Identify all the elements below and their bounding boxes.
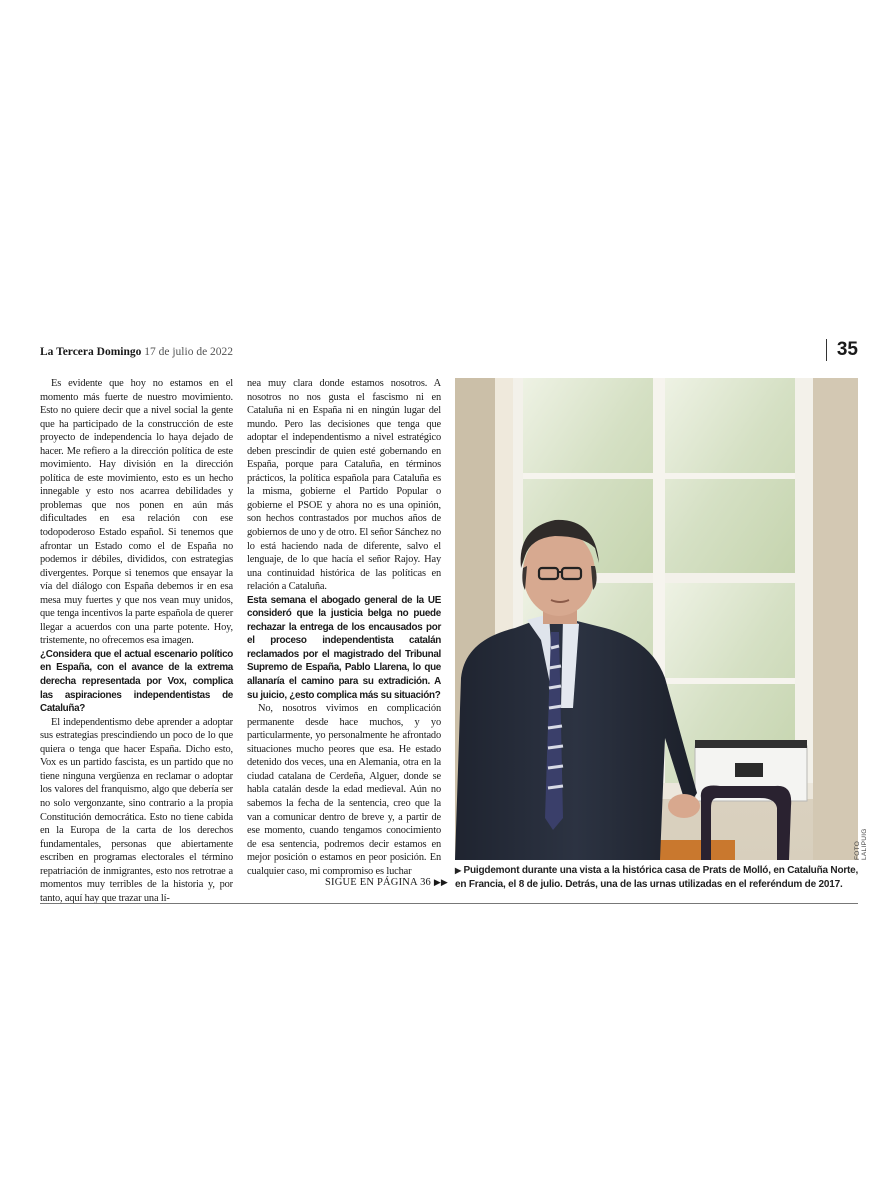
double-arrow-icon: ▶▶ (433, 877, 449, 887)
continued-label: SIGUE EN PÁGINA 36 (325, 877, 431, 888)
paragraph: El independentismo debe aprender a adoptar sus estrategias prescindiendo un poco de lo que quiera o tenga que hacer España. Dicho esto, Vox es un partido fascista, es un partido que no tiene ninguna vergüenza en reclamar o adoptar los valores del franquismo, algo que debería ser no solo vergonzante, sino contrario a la propia Constitución democrática. Esto no tiene cabida en la Europa de la carta de los derechos fundamentales, personas que abiertamente escriben en programas electorales el término repatriación de inmigrantes, esto nos retrotrae a momentos muy terribles de la historia y, por tanto, aquí hay que trazar una lí- (40, 716, 233, 904)
continued-link[interactable] (325, 877, 448, 888)
publication-name: La Tercera Domingo (40, 346, 142, 358)
page-number: 35 (826, 339, 858, 361)
interview-question: ¿Considera que el actual escenario político en España, con el avance de la extrema derecha representada por Vox, complica las aspiraciones independentistas de Cataluña? (40, 648, 233, 715)
paragraph: nea muy clara donde estamos nosotros. A nosotros no nos gusta el fascismo ni en Cataluña ni en España ni en ningún lugar del mundo. Pero las decisiones que tenga que adoptar el independentismo a nivel estratégico deben prescindir de quien esté gobernando en España, porque para Cataluña, en términos prácticos, la política española para Cataluña es la misma, gobierne el Partido Popular o gobierne el PSOE y ahora no es una opinión, son hechos contrastados por muchos años de gobiernos de uno y de otro. El señor Sánchez no lo está haciendo nada de diferente, salvo el lenguaje, de lo que hacía el señor Rajoy. Hay una continuidad histórica de las políticas en relación a Cataluña. (247, 378, 441, 593)
photo-illustration (455, 378, 858, 860)
article-column-2 (247, 377, 441, 878)
bottom-divider (40, 903, 858, 904)
interview-question: Esta semana el abogado general de la UE consideró que la justicia belga no puede rechazar la entrega de los encausados por el proceso independentista catalán reclamados por el magistrado del Tribunal Supremo de España, Pablo Llarena, lo que allanaría el camino para su extradición. A su juicio, ¿esto complica más su situación? (247, 594, 441, 701)
article-column-1 (40, 377, 233, 905)
photo-credit: FOTO LALIPUIG (854, 828, 868, 860)
caption-triangle-icon: ▶ (455, 866, 461, 875)
publication-date: 17 de julio de 2022 (144, 346, 234, 358)
article-photo (455, 378, 858, 860)
publication-line (40, 346, 233, 358)
caption-text: Puigdemont durante una vista a la histórica casa de Prats de Molló, en Cataluña Norte, en Francia, el 8 de julio. Detrás, una de las urnas utilizadas en el referéndum de 2017. (455, 865, 859, 890)
paragraph: Es evidente que hoy no estamos en el momento más fuerte de nuestro movimiento. Esto no quiere decir que a nivel social la gente que ha participado de la construcción de este proyecto de independencia lo haya dejado de hacer. Me refiero a la dirección política de este movimiento. Hay división en la dirección política de este movimiento, esto es un hecho innegable y esto nos acarrea debilidades y problemas que nos ponen en aún más dificultades en esa relación con ese todopoderoso Estado español. Si tenemos que afrontar un Estado como el de España no podemos ir débiles, divididos, con estrategias divergentes. Porque si tenemos que ensayar la vía del diálogo con España debemos ir en esa mesa muy fuertes y que nos vean muy unidos, que tenga incentivos la parte española de querer llegar a acuerdos con una parte potente. Hoy, tristemente, no ofrecemos esa imagen. (40, 378, 233, 647)
paragraph: No, nosotros vivimos en complicación permanente desde hace muchos, y yo particularmente, yo personalmente he afrontado situaciones mucho peores que esa. He estado detenido dos veces, una en Alemania, otra en la ciudad catalana de Cerdeña, Alguer, donde se habla catalán desde la edad medieval. Aún no sabemos la fecha de la sentencia, creo que la van a comunicar dentro de breve y, a partir de ese momento, cuando tengamos conocimiento de esa sentencia, podremos decir estamos en mejor posición o estamos en peor posición. En cualquier caso, mi compromiso es luchar (247, 703, 441, 877)
photo-caption (455, 864, 860, 892)
page-header (40, 339, 858, 363)
